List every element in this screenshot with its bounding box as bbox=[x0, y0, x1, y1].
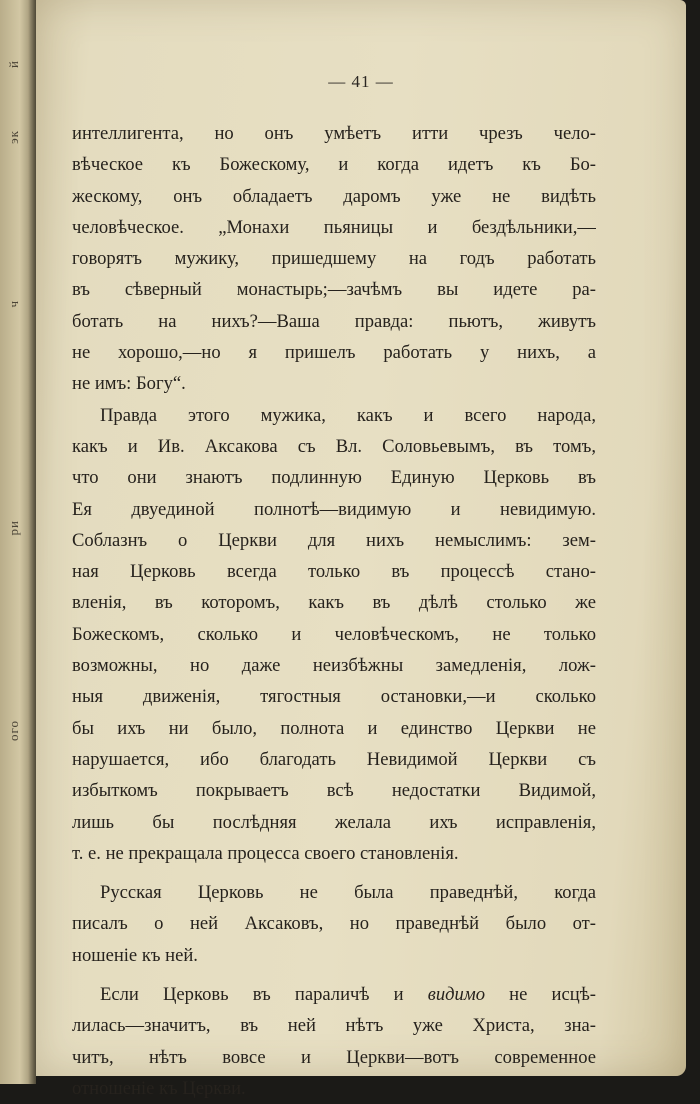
text-line: читъ, нѣтъ вовсе и Церкви—вотъ современное bbox=[72, 1046, 596, 1068]
text-line: т. е. не прекращала процесса своего становленія. bbox=[72, 842, 459, 864]
text-line: бы ихъ ни было, полнота и единство Церкви не bbox=[72, 717, 596, 739]
text-line: что они знаютъ подлинную Единую Церковь въ bbox=[72, 467, 596, 489]
text-line: какъ и Ив. Аксакова съ Вл. Соловьевымъ, въ томъ, bbox=[72, 435, 596, 457]
gutter-shadow bbox=[28, 0, 36, 1084]
text-line: Соблазнъ о Церкви для нихъ немыслимъ: зем- bbox=[72, 529, 596, 551]
text-line: лилась—значитъ, въ ней нѣтъ уже Христа, зна- bbox=[72, 1015, 596, 1037]
text-line: возможны, но даже неизбѣжны замедленія, лож- bbox=[72, 655, 596, 677]
text-line: Ея двуединой полнотѣ—видимую и невидимую. bbox=[72, 498, 596, 520]
text-line: въ сѣверный монастырь;—зачѣмъ вы идете ра- bbox=[72, 279, 596, 301]
text-line: нарушается, ибо благодать Невидимой Церкви съ bbox=[72, 748, 596, 770]
text-line: жескому, онъ обладаетъ даромъ уже не видѣть bbox=[72, 185, 596, 207]
book-page bbox=[36, 0, 686, 1099]
text-line: ботать на нихъ?—Ваша правда: пьютъ, живутъ bbox=[72, 310, 596, 332]
facing-page-fragment: ого bbox=[6, 720, 21, 742]
facing-page-edge bbox=[0, 0, 36, 1084]
text-line: вленія, въ которомъ, какъ въ дѣлѣ столько же bbox=[72, 592, 596, 614]
page-number: — 41 — bbox=[328, 72, 394, 91]
facing-page-fragment: ч bbox=[6, 300, 21, 308]
facing-page-fragment: ри bbox=[6, 520, 21, 536]
text-line: интеллигента, но онъ умѣетъ итти чрезъ чело- bbox=[72, 123, 596, 144]
text-line: не имъ: Богу“. bbox=[72, 373, 186, 395]
text-line: Божескомъ, сколько и человѣческомъ, не только bbox=[72, 623, 596, 645]
emphasis-text: видимо bbox=[427, 984, 486, 1006]
facing-page-fragment: эк bbox=[6, 130, 21, 144]
text-line bbox=[72, 979, 596, 1010]
text-line: отношеніе къ Церкви. bbox=[72, 1077, 246, 1099]
text-line: ныя движенія, тягостныя остановки,—и сколько bbox=[72, 686, 596, 708]
text-fragment: не исцѣ- bbox=[485, 984, 596, 1006]
text-line: вѣческое къ Божескому, и когда идетъ къ Бо- bbox=[72, 154, 596, 176]
text-line: говорятъ мужику, пришедшему на годъ работать bbox=[72, 248, 596, 270]
text-line: избыткомъ покрываетъ всѣ недостатки Видимой, bbox=[72, 780, 596, 802]
text-line: не хорошо,—но я пришелъ работать у нихъ, а bbox=[72, 342, 596, 364]
text-line: Русская Церковь не была праведнѣй, когда bbox=[100, 882, 596, 904]
text-line: Правда этого мужика, какъ и всего народа, bbox=[100, 404, 596, 426]
text-line: ная Церковь всегда только въ процессѣ стано- bbox=[72, 561, 596, 583]
text-line: лишь бы послѣдняя желала ихъ исправленія, bbox=[72, 811, 596, 833]
text-line: писалъ о ней Аксаковъ, но праведнѣй было от- bbox=[72, 913, 596, 935]
facing-page-fragment: й bbox=[6, 60, 21, 68]
text-line: ношеніе къ ней. bbox=[72, 944, 198, 966]
text-fragment: Если Церковь въ параличѣ и bbox=[100, 984, 428, 1006]
body-text bbox=[72, 118, 596, 1104]
text-line: человѣческое. „Монахи пьяницы и бездѣльники,— bbox=[72, 216, 596, 238]
